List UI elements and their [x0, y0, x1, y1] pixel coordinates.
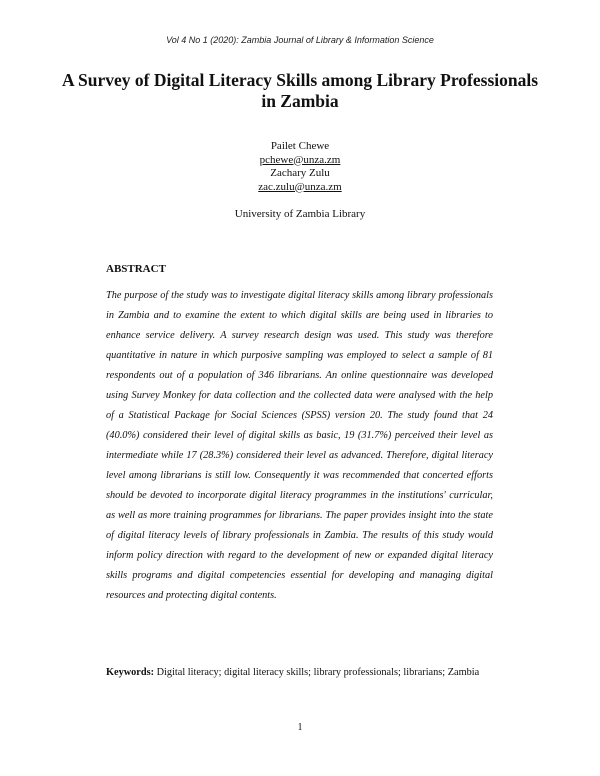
- abstract-body: The purpose of the study was to investigate digital literacy skills among library professionals in Zambia and to examine the extent to which digital skills are being used in libraries to enhance service delivery. A survey research design was used. This study was therefore quantitative in nature in which purposive sampling was employed to select a sample of 81 respondents out of a population of 346 librarians. An online questionnaire was developed using Survey Monkey for data collection and the collected data were analysed with the help of a Statistical Package for Social Sciences (SPSS) version 20. The study found that 24 (40.0%) considered their level of digital skills as basic, 19 (31.7%) perceived their level as intermediate while 17 (28.3%) considered their level as advanced. Therefore, digital literacy level among librarians is still low. Consequently it was recommended that concerted efforts should be devoted to incorporate digital literacy programmes in the institutions' curricular, as well as more training programmes for librarians. The paper provides insight into the state of digital literacy levels of library professionals in Zambia. The results of this study would inform policy direction with regard to the development of new or expanded digital literacy skills programs and digital competencies essential for developing and managing digital resources and protecting digital contents.: [106, 290, 493, 601]
- author-name: Pailet Chewe: [270, 140, 330, 152]
- page-number: 1: [297, 722, 303, 733]
- running-head: Vol 4 No 1 (2020): Zambia Journal of Library & Information Science: [166, 35, 434, 45]
- abstract-heading: ABSTRACT: [106, 263, 166, 275]
- keywords-label: Keywords:: [106, 667, 155, 678]
- author-email[interactable]: zac.zulu@unza.zm: [258, 180, 342, 193]
- author-email[interactable]: pchewe@unza.zm: [259, 153, 341, 166]
- author-name: Zachary Zulu: [270, 167, 330, 179]
- keywords-line: [106, 665, 496, 680]
- paper-title: A Survey of Digital Literacy Skills among Library Professionals in Zambia: [61, 70, 539, 111]
- keywords-text: Digital literacy; digital literacy skills; library professionals; librarians; Zambia: [156, 667, 480, 678]
- author-block: [0, 140, 600, 194]
- affiliation: University of Zambia Library: [234, 208, 366, 220]
